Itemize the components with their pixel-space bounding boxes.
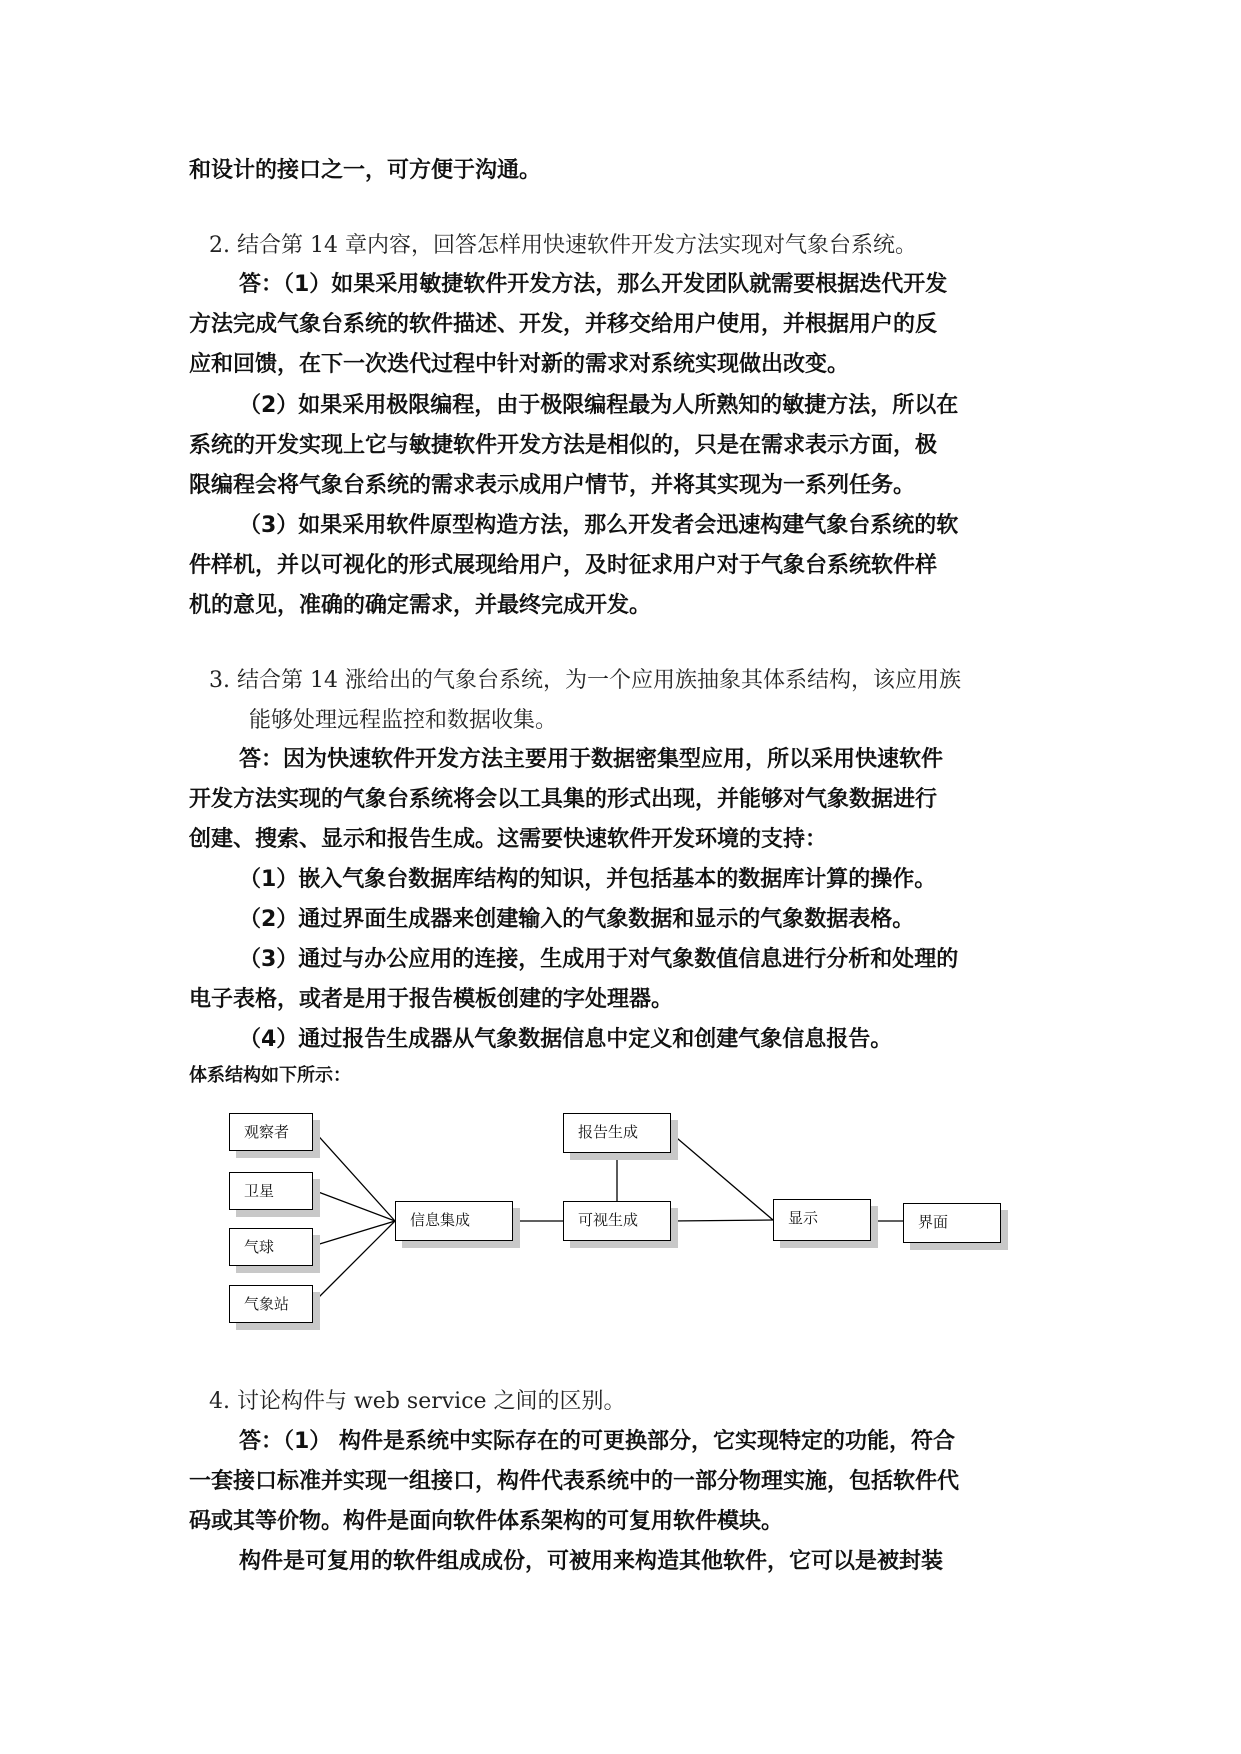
- text-line-25: 一套接口标准并实现一组接口，构件代表系统中的一部分物理实施，包括软件代: [189, 1469, 960, 1494]
- text-line-18: （2）通过界面生成器来创建输入的气象数据和显示的气象数据表格。: [239, 907, 915, 932]
- text-line-5: 应和回馈，在下一次迭代过程中针对新的需求对系统实现做出改变。: [189, 352, 850, 377]
- box-observer: 观察者: [229, 1113, 313, 1151]
- box-weather-station: 气象站: [229, 1285, 313, 1323]
- text-line-26: 码或其等价物。构件是面向软件体系架构的可复用软件模块。: [189, 1509, 784, 1534]
- box-display: 显示: [773, 1199, 871, 1241]
- text-line-2: 2. 结合第 14 章内容，回答怎样用快速软件开发方法实现对气象台系统。: [209, 233, 917, 258]
- text-line-6: （2）如果采用极限编程，由于极限编程最为人所熟知的敏捷方法，所以在: [239, 393, 959, 418]
- box-interface: 界面: [903, 1203, 1001, 1243]
- text-line-14: 答：因为快速软件开发方法主要用于数据密集型应用，所以采用快速软件: [239, 747, 944, 772]
- text-line-13: 能够处理远程监控和数据收集。: [249, 708, 558, 733]
- text-line-20: 电子表格，或者是用于报告模板创建的字处理器。: [189, 987, 674, 1012]
- box-balloon: 气球: [229, 1228, 313, 1266]
- edge-satellite-integration: [313, 1190, 395, 1221]
- box-satellite: 卫星: [229, 1172, 313, 1210]
- text-line-1: 和设计的接口之一，可方便于沟通。: [189, 158, 542, 183]
- text-line-21: （4）通过报告生成器从气象数据信息中定义和创建气象信息报告。: [239, 1027, 893, 1052]
- text-line-12: 3. 结合第 14 涨给出的气象台系统，为一个应用族抽象其体系结构，该应用族: [209, 668, 961, 693]
- text-line-16: 创建、搜索、显示和报告生成。这需要快速软件开发环境的支持：: [189, 827, 828, 852]
- text-line-8: 限编程会将气象台系统的需求表示成用户情节，并将其实现为一系列任务。: [189, 473, 916, 498]
- text-line-22: 体系结构如下所示：: [189, 1065, 351, 1086]
- edge-balloon-integration: [313, 1221, 395, 1246]
- box-report-generation: 报告生成: [563, 1113, 671, 1153]
- text-line-3: 答：（1）如果采用敏捷软件开发方法，那么开发团队就需要根据迭代开发: [239, 272, 948, 297]
- text-line-24: 答：（1） 构件是系统中实际存在的可更换部分，它实现特定的功能，符合: [239, 1429, 955, 1454]
- edge-station-integration: [313, 1221, 395, 1303]
- text-line-11: 机的意见，准确的确定需求，并最终完成开发。: [189, 593, 652, 618]
- text-line-27: 构件是可复用的软件组成成份，可被用来构造其他软件，它可以是被封装: [239, 1549, 944, 1574]
- text-line-9: （3）如果采用软件原型构造方法，那么开发者会迅速构建气象台系统的软: [239, 513, 959, 538]
- edge-report-display: [671, 1133, 773, 1220]
- text-line-15: 开发方法实现的气象台系统将会以工具集的形式出现，并能够对气象数据进行: [189, 787, 938, 812]
- text-line-19: （3）通过与办公应用的连接，生成用于对气象数值信息进行分析和处理的: [239, 947, 959, 972]
- text-line-23: 4. 讨论构件与 web service 之间的区别。: [209, 1389, 626, 1414]
- text-line-10: 件样机，并以可视化的形式展现给用户，及时征求用户对于气象台系统软件样: [189, 553, 938, 578]
- text-line-4: 方法完成气象台系统的软件描述、开发，并移交给用户使用，并根据用户的反: [189, 312, 938, 337]
- text-line-17: （1）嵌入气象台数据库结构的知识，并包括基本的数据库计算的操作。: [239, 867, 937, 892]
- box-visual-generation: 可视生成: [563, 1201, 671, 1241]
- edge-visual-display: [671, 1220, 773, 1221]
- edge-observer-integration: [313, 1130, 395, 1221]
- text-line-7: 系统的开发实现上它与敏捷软件开发方法是相似的，只是在需求表示方面，极: [189, 433, 938, 458]
- box-information-integration: 信息集成: [395, 1201, 513, 1241]
